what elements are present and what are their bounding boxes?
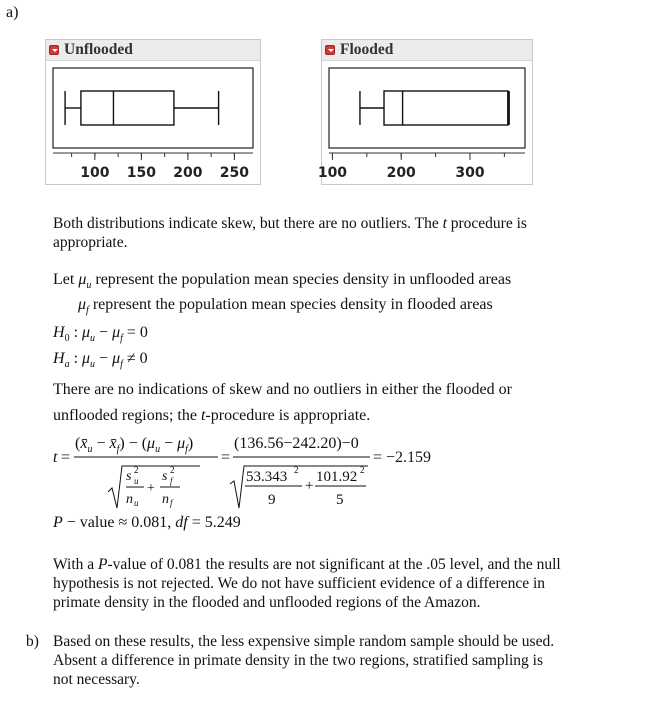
svg-text:=: = bbox=[221, 449, 231, 466]
svg-text:u: u bbox=[134, 476, 139, 486]
alt-value: 0 bbox=[139, 350, 148, 367]
flooded-panel-title: Flooded bbox=[340, 41, 394, 58]
svg-text:s: s bbox=[126, 469, 132, 484]
svg-text:n: n bbox=[162, 492, 169, 507]
axis-tick-label: 100 bbox=[80, 165, 110, 181]
part-b-label: b) bbox=[26, 633, 39, 650]
part-a-label: a) bbox=[6, 4, 19, 21]
disclosure-triangle-icon[interactable] bbox=[49, 45, 59, 55]
t-symbol: t bbox=[442, 215, 447, 232]
alternative-hypothesis: $H_a$ : $\mu_u - \mu_f \ne 0$ bbox=[53, 350, 148, 371]
null-value: 0 bbox=[139, 324, 148, 341]
axis-tick-label: 150 bbox=[126, 165, 156, 181]
conclusion-line: primate density in the flooded and unflooded regions of the Amazon. bbox=[53, 594, 481, 611]
unflooded-boxplot-panel bbox=[45, 39, 261, 185]
assumptions-paragraph bbox=[53, 214, 623, 252]
mu-u-definition: represent the population mean species density in unflooded areas bbox=[91, 271, 512, 288]
axis-tick-label: 200 bbox=[173, 165, 203, 181]
disclosure-triangle-icon[interactable] bbox=[325, 45, 335, 55]
unflooded-boxplot bbox=[46, 61, 260, 184]
let-word: Let bbox=[53, 271, 79, 288]
part-b-line: Based on these results, the less expensive simple random sample should be used. bbox=[53, 633, 555, 650]
para1-text: Both distributions indicate skew, but there are no outliers. The bbox=[53, 215, 443, 232]
axis-tick-label: 200 bbox=[386, 165, 416, 181]
part-b-line: Absent a difference in primate density in the two regions, stratified sampling is bbox=[53, 652, 543, 669]
unflooded-panel-title: Unflooded bbox=[64, 41, 133, 58]
axis-tick-label: 250 bbox=[219, 165, 250, 181]
conclusion-paragraph: With a P-value of 0.081 the results are not significant at the .05 level, and the null hypothesis is not rejected. We do not have sufficient evidence of a difference in primate density in the flooded and unflooded regions of the Amazon. bbox=[53, 555, 643, 612]
s-u-value: 53.343 bbox=[246, 469, 288, 485]
n-u-value: 9 bbox=[268, 492, 276, 508]
svg-text:2: 2 bbox=[170, 465, 175, 475]
para1-line2: appropriate. bbox=[53, 234, 128, 251]
axis-tick-label: 300 bbox=[455, 165, 485, 181]
df-value: 5.249 bbox=[204, 514, 241, 531]
axis-tick-label: 100 bbox=[317, 165, 348, 181]
svg-text:s: s bbox=[162, 469, 168, 484]
conclusion-line: hypothesis is not rejected. We do not have sufficient evidence of a difference in bbox=[53, 575, 546, 592]
svg-text:u: u bbox=[134, 498, 139, 508]
numeric-numerator: (136.56−242.20)−0 bbox=[234, 435, 359, 452]
pvalue-df-line: P − value ≈ 0.081, df = 5.249 bbox=[53, 514, 241, 531]
t-statistic-formula bbox=[50, 426, 470, 514]
flooded-boxplot bbox=[317, 61, 532, 184]
plot-frame bbox=[53, 68, 253, 148]
skew-paragraph bbox=[53, 377, 512, 429]
svg-text:f: f bbox=[170, 498, 173, 508]
part-b-line: not necessary. bbox=[53, 671, 140, 688]
n-f-value: 5 bbox=[336, 492, 344, 508]
flooded-panel-header bbox=[322, 40, 532, 61]
skew-line1: There are no indications of skew and no outliers in either the flooded or bbox=[53, 381, 512, 398]
svg-text:+: + bbox=[305, 478, 314, 494]
svg-text:f: f bbox=[170, 476, 173, 486]
symbolic-numerator: ($x̄_u$ − $x̄_f) - (\mu_u - \mu_f)$ bbox=[75, 435, 194, 455]
s-f-value: 101.92 bbox=[316, 469, 358, 485]
svg-text:+: + bbox=[147, 481, 155, 496]
svg-text:n: n bbox=[126, 492, 133, 507]
svg-text:=: = bbox=[373, 449, 383, 466]
mu-f-definition: represent the population mean species density in flooded areas bbox=[88, 296, 493, 313]
mu-f-line: $\mu_f$ represent the population mean species density in flooded areas bbox=[78, 296, 493, 317]
part-b-paragraph bbox=[53, 632, 645, 689]
let-mu-u-line: Let $\mu_u$ represent the population mean species density in unflooded areas bbox=[53, 271, 512, 292]
plot-frame bbox=[329, 68, 525, 148]
skew-line2-post: -procedure is appropriate. bbox=[205, 407, 371, 424]
skew-line2-pre: unflooded regions; the bbox=[53, 407, 201, 424]
t-result: −2.159 bbox=[386, 449, 432, 466]
pvalue: 0.081, bbox=[131, 514, 172, 531]
unflooded-panel-header bbox=[46, 40, 260, 61]
para1-text-end: procedure is bbox=[446, 215, 527, 232]
t-symbol: t bbox=[200, 407, 206, 424]
svg-text:2: 2 bbox=[134, 465, 139, 475]
null-hypothesis: $H_0$ : $\mu_u - \mu_f = 0$ bbox=[53, 324, 148, 345]
flooded-boxplot-panel bbox=[317, 39, 533, 185]
t-variable: t bbox=[53, 449, 58, 466]
svg-text:2: 2 bbox=[294, 465, 299, 475]
conclusion-line: -value of 0.081 the results are not significant at the .05 level, and the null bbox=[107, 556, 561, 573]
svg-text:2: 2 bbox=[360, 465, 365, 475]
equals-sign: = bbox=[61, 449, 71, 466]
